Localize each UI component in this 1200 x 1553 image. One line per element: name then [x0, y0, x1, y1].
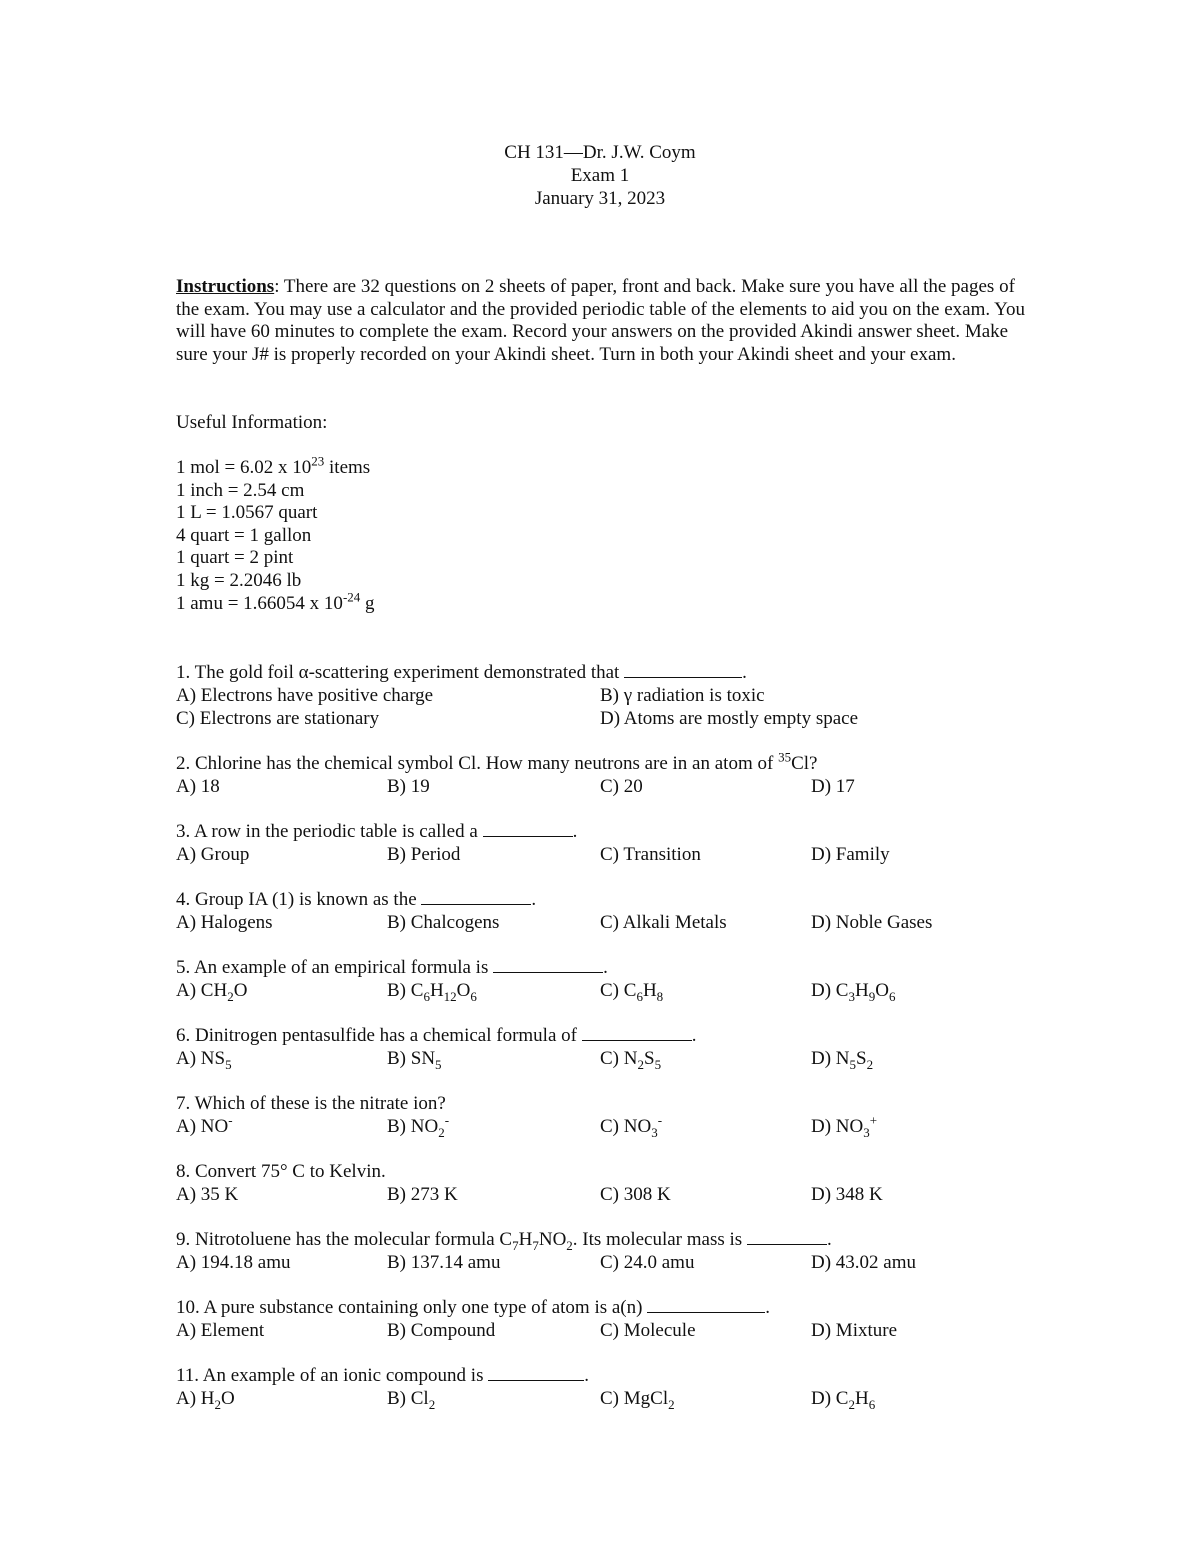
answer-blank — [747, 1229, 827, 1245]
question-4 — [176, 888, 1076, 934]
question-stem: 5. An example of an empirical formula is . — [176, 957, 608, 978]
answer-blank — [488, 1365, 584, 1381]
option-d: D) 348 K — [811, 1184, 883, 1205]
question-stem: 7. Which of these is the nitrate ion? — [176, 1093, 446, 1114]
conversion-item: 1 L = 1.0567 quart — [176, 502, 318, 524]
conversion-item: 4 quart = 1 gallon — [176, 524, 312, 546]
option-d: D) $NO_3^+$ — [811, 1112, 878, 1140]
option-b: B) $C_6H_{12}O_6$ — [387, 980, 477, 1004]
conversion-item: 1 quart = 2 pint — [176, 547, 294, 569]
option-b: B) $SN_5$ — [387, 1048, 442, 1072]
question-stem: 10. A pure substance containing only one type of atom is a(n) . — [176, 1297, 770, 1318]
conversion-list — [176, 453, 1026, 615]
option-c: C) 24.0 amu — [600, 1252, 695, 1273]
instructions-label: Instructions — [176, 276, 275, 297]
option-a: A) Group — [176, 844, 250, 865]
option-a: A) $NS_5$ — [176, 1048, 232, 1072]
option-a: A) $CH_2O$ — [176, 980, 248, 1004]
question-stem: 2. Chlorine has the chemical symbol Cl. How many neutrons are in an atom of $^{35}$Cl? — [176, 749, 818, 774]
option-b: B) 19 — [387, 776, 430, 797]
option-d: D) 17 — [811, 776, 855, 797]
option-d: D) $N_5S_2$ — [811, 1048, 874, 1072]
answer-blank — [624, 662, 742, 678]
option-c: C) Molecule — [600, 1320, 696, 1341]
option-c: C) $NO_3^-$ — [600, 1112, 663, 1140]
answer-blank — [493, 957, 603, 973]
option-b: B) γ radiation is toxic — [600, 685, 765, 706]
option-c: C) MgCl$_2$ — [600, 1388, 675, 1412]
question-stem: 6. Dinitrogen pentasulfide has a chemical formula of . — [176, 1025, 697, 1046]
option-d: D) 43.02 amu — [811, 1252, 917, 1273]
option-c: C) $N_2S_5$ — [600, 1048, 662, 1072]
conversion-item: 1 inch = 2.54 cm — [176, 479, 305, 501]
instructions-text: : There are 32 questions on 2 sheets of paper, front and back. Make sure you have all the pages of the exam. You may use a calculator and the provided periodic table of the elements to aid you on the exam. You will have 60 minutes to complete the exam. Record your answers on the provided Akindi answer sheet. Make sure your J# is properly recorded on your Akindi sheet. Turn in both your Akindi sheet and your exam. — [176, 276, 1025, 365]
answer-blank — [483, 821, 573, 837]
option-a: A) Electrons have positive charge — [176, 685, 434, 706]
option-c: C) 308 K — [600, 1184, 671, 1205]
question-stem: 4. Group IA (1) is known as the . — [176, 889, 537, 910]
option-d: D) $C_2H_6$ — [811, 1388, 876, 1412]
option-d: D) Mixture — [811, 1320, 898, 1341]
option-a: A) Element — [176, 1320, 265, 1341]
option-a: A) Halogens — [176, 912, 273, 933]
course-title: CH 131—Dr. J.W. Coym — [504, 142, 696, 163]
question-7 — [176, 1092, 1076, 1138]
option-a: A) 194.18 amu — [176, 1252, 291, 1273]
option-d: D) Noble Gases — [811, 912, 933, 933]
question-1 — [176, 661, 1076, 730]
conversion-item: 1 amu = 1.66054 x $10^{-24}$ g — [176, 589, 375, 614]
question-stem: 3. A row in the periodic table is called a . — [176, 821, 578, 842]
question-8 — [176, 1160, 1076, 1206]
question-10 — [176, 1296, 1076, 1342]
option-a: A) NO- — [176, 1112, 233, 1137]
option-c: C) Electrons are stationary — [176, 708, 380, 729]
conversion-item: 1 mol = 6.02 x $10^{23}$ items — [176, 453, 371, 478]
instructions — [176, 276, 1026, 366]
option-b: B) $NO_2^-$ — [387, 1112, 450, 1140]
option-b: B) Chalcogens — [387, 912, 500, 933]
exam-date: January 31, 2023 — [534, 188, 666, 209]
option-d: D) $C_3H_9O_6$ — [811, 980, 896, 1004]
option-c: C) 20 — [600, 776, 643, 797]
option-d: D) Atoms are mostly empty space — [600, 708, 859, 729]
option-b: B) 137.14 amu — [387, 1252, 501, 1273]
question-stem: 1. The gold foil α-scattering experiment demonstrated that . — [176, 662, 747, 683]
question-9 — [176, 1228, 1076, 1274]
option-d: D) Family — [811, 844, 890, 865]
option-a: A) $H_2O$ — [176, 1388, 235, 1412]
option-b: B) Compound — [387, 1320, 496, 1341]
question-5 — [176, 956, 1076, 1002]
option-b: B) $Cl_2$ — [387, 1388, 436, 1412]
answer-blank — [647, 1297, 765, 1313]
answer-blank — [582, 1025, 692, 1041]
question-11 — [176, 1364, 1076, 1410]
question-2 — [176, 749, 1076, 798]
answer-blank — [421, 889, 531, 905]
option-a: A) 35 K — [176, 1184, 239, 1205]
exam-header — [0, 141, 1200, 210]
question-stem: 11. An example of an ionic compound is . — [176, 1365, 589, 1386]
question-list — [176, 661, 1076, 1410]
question-6 — [176, 1024, 1076, 1070]
conversion-item: 1 kg = 2.2046 lb — [176, 569, 302, 591]
question-stem: 8. Convert 75° C to Kelvin. — [176, 1161, 386, 1182]
option-c: C) Alkali Metals — [600, 912, 727, 933]
option-c: C) $C_6H_8$ — [600, 980, 664, 1004]
useful-info-label: Useful Information: — [176, 412, 328, 433]
question-stem: 9. Nitrotoluene has the molecular formula $C_7H_7NO_2$. Its molecular mass is . — [176, 1229, 832, 1253]
option-b: B) 273 K — [387, 1184, 458, 1205]
option-a: A) 18 — [176, 776, 220, 797]
question-3 — [176, 820, 1076, 866]
option-c: C) Transition — [600, 844, 701, 865]
exam-title: Exam 1 — [570, 165, 630, 186]
option-b: B) Period — [387, 844, 461, 865]
